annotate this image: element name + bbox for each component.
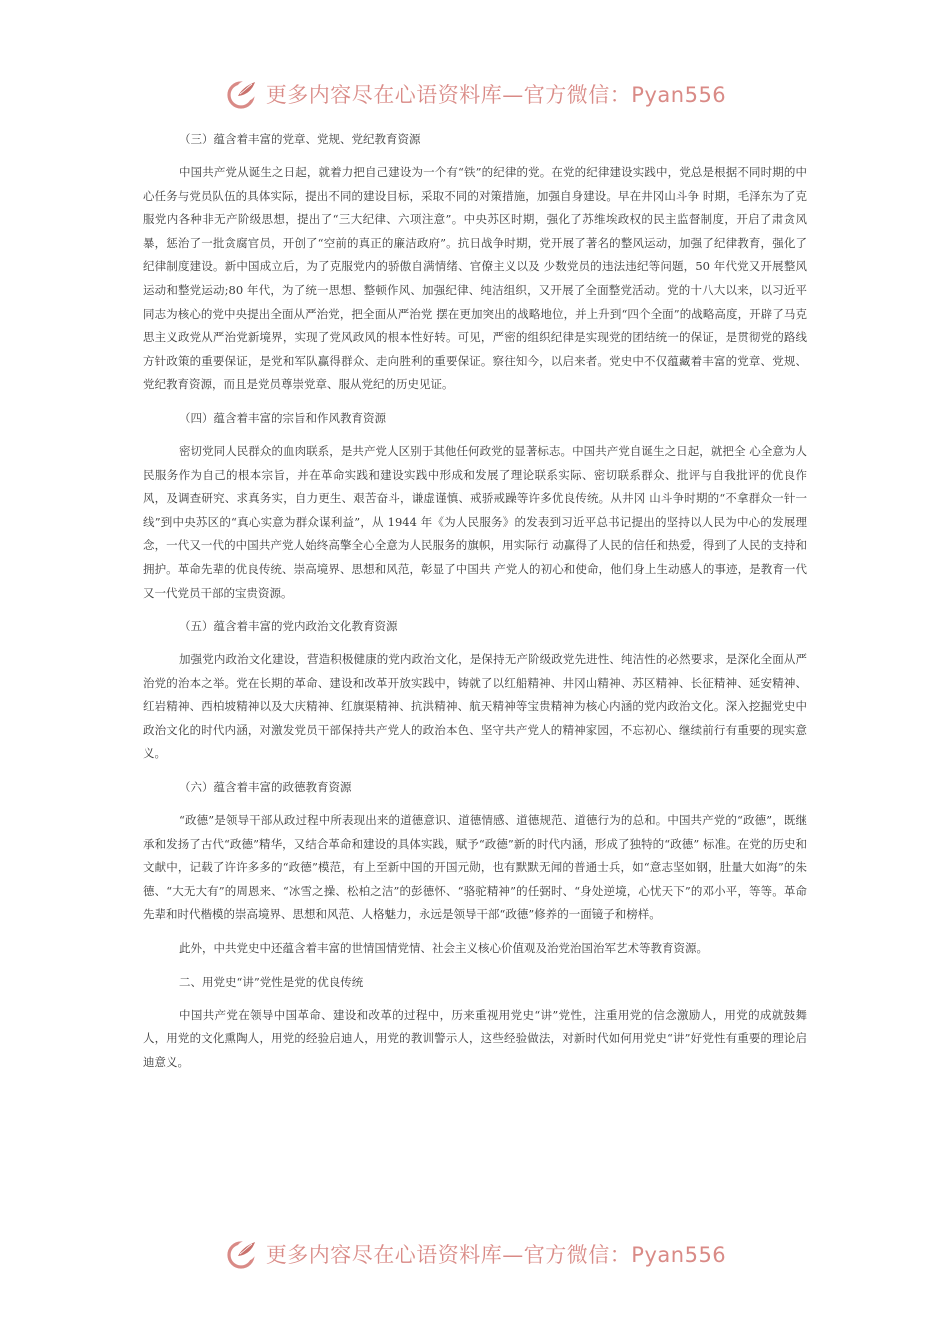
header-banner — [0, 74, 950, 114]
banner-inner — [224, 1236, 726, 1272]
paragraph: 加强党内政治文化建设，营造积极健康的党内政治文化，是保持无产阶级政党先进性、纯洁性的必然要求，是深化全面从严治党的治本之举。党在长期的革命、建设和改革开放实践中，铸就了以红船精神、井冈山精神、苏区精神、长征精神、延安精神、红岩精神、西柏坡精神以及大庆精神、红旗渠精神、抗洪精神、航天精神等宝贵精神为核心内涵的党内政治文化。深入挖掘党史中政治文化的时代内涵，对激发党员干部保持共产党人的政治本色、坚守共产党人的精神家园，不忘初心、继续前行有重要的现实意义。 — [143, 652, 807, 761]
paragraph: 此外，中共党史中还蕴含着丰富的世情国情党情、社会主义核心价值观及治党治国治军艺术等教育资源。 — [179, 941, 708, 956]
section-heading: （三）蕴含着丰富的党章、党规、党纪教育资源 — [179, 132, 421, 146]
banner-text: 更多内容尽在心语资料库—官方微信：Pyan556 — [265, 1243, 727, 1267]
paragraph: “政德”是领导干部从政过程中所表现出来的道德意识、道德情感、道德规范、道德行为的总和。中国共产党的“政德”，既继承和发扬了古代“政德”精华，又结合革命和建设的具体实践，赋予“政德”新的时代内涵，形成了独特的“政德” 标准。在党的历史和文献中，记载了许许多多的“政德”模范，有上至新中国的开国元勋，也有默默无闻的普通士兵，如“意志坚如钢，肚量大如海”的朱德、“大无大有”的周恩来、“冰雪之操、松柏之洁”的彭德怀、“骆驼精神”的任弼时、“身处逆境，心忧天下”的邓小平，等等。革命先辈和时代楷模的崇高境界、思想和风范、人格魅力，永远是领导干部“政德”修养的一面镜子和榜样。 — [143, 813, 807, 922]
crescent-leaf-logo-icon — [224, 76, 260, 112]
crescent-leaf-logo-icon — [224, 1236, 260, 1272]
section-heading: （四）蕴含着丰富的宗旨和作风教育资源 — [179, 410, 386, 425]
section-heading: （六）蕴含着丰富的政德教育资源 — [179, 780, 352, 795]
paragraph: 中国共产党在领导中国革命、建设和改革的过程中，历来重视用党史“讲”党性，注重用党的信念激励人，用党的成就鼓舞人，用党的文化熏陶人，用党的经验启迪人，用党的教训警示人，这些经验做法，对新时代如何用党史“讲”好党性有重要的理论启迪意义。 — [143, 1007, 807, 1069]
banner-inner — [224, 76, 726, 112]
section-heading: 二、用党史“讲”党性是党的优良传统 — [179, 974, 364, 989]
footer-banner — [0, 1234, 950, 1274]
banner-text: 更多内容尽在心语资料库—官方微信：Pyan556 — [265, 83, 727, 107]
document-body — [143, 128, 807, 1084]
section-heading: （五）蕴含着丰富的党内政治文化教育资源 — [179, 619, 398, 634]
paragraph: 中国共产党从诞生之日起，就着力把自己建设为一个有“铁”的纪律的党。在党的纪律建设实践中，党总是根据不同时期的中心任务与党员队伍的具体实际，提出不同的建设目标，采取不同的对策措施，加强自身建设。早在井冈山斗争 时期，毛泽东为了克服党内各种非无产阶级思想，提出了“三大纪律、六项注意”。中央苏区时期，强化了苏维埃政权的民主监督制度，开启了肃贪风暴，惩治了一批贪腐官员，开创了“空前的真正的廉洁政府”。抗日战争时期，党开展了著名的整风运动，加强了纪律教育，强化了纪律制度建设。新中国成立后，为了克服党内的骄傲自满情绪、官僚主义以及 少数党员的违法违纪等问题，50 年代党又开展整风运动和整党运动;80 年代，为了统一思想、整顿作风、加强纪律、纯洁组织，又开展了全面整党活动。党的十八大以来，以习近平同志为核心的党中央提出全面从严治党，把全面从严治党 摆在更加突出的战略地位，并上升到“四个全面”的战略高度，开辟了马克思主义政党从严治党新境界，实现了党风政风的根本性好转。可见，严密的组织纪律是实现党的团结统一的保证，是贯彻党的路线方针政策的重要保证，是党和军队赢得群众、走向胜利的重要保证。察往知今，以启来者。党史中不仅蕴藏着丰富的党章、党规、党纪教育资源，而且是党员尊崇党章、服从党纪的历史见证。 — [143, 165, 807, 392]
paragraph: 密切党同人民群众的血肉联系，是共产党人区别于其他任何政党的显著标志。中国共产党自诞生之日起，就把全 心全意为人民服务作为自己的根本宗旨，并在革命实践和建设实践中形成和发展了理论联系实际、密切联系群众、批评与自我批评的优良作风，及调查研究、求真务实，自力更生、艰苦奋斗，谦虚谨慎、戒骄戒躁等许多优良传统。从井冈 山斗争时期的“不拿群众一针一线”到中央苏区的“真心实意为群众谋利益”，从 1944 年《为人民服务》的发表到习近平总书记提出的坚持以人民为中心的发展理念，一代又一代的中国共产党人始终高擎全心全意为人民服务的旗帜，用实际行 动赢得了人民的信任和热爱，得到了人民的支持和拥护。革命先辈的优良传统、崇高境界、思想和风范，彰显了中国共 产党人的初心和使命，他们身上生动感人的事迹，是教育一代又一代党员干部的宝贵资源。 — [143, 443, 807, 600]
